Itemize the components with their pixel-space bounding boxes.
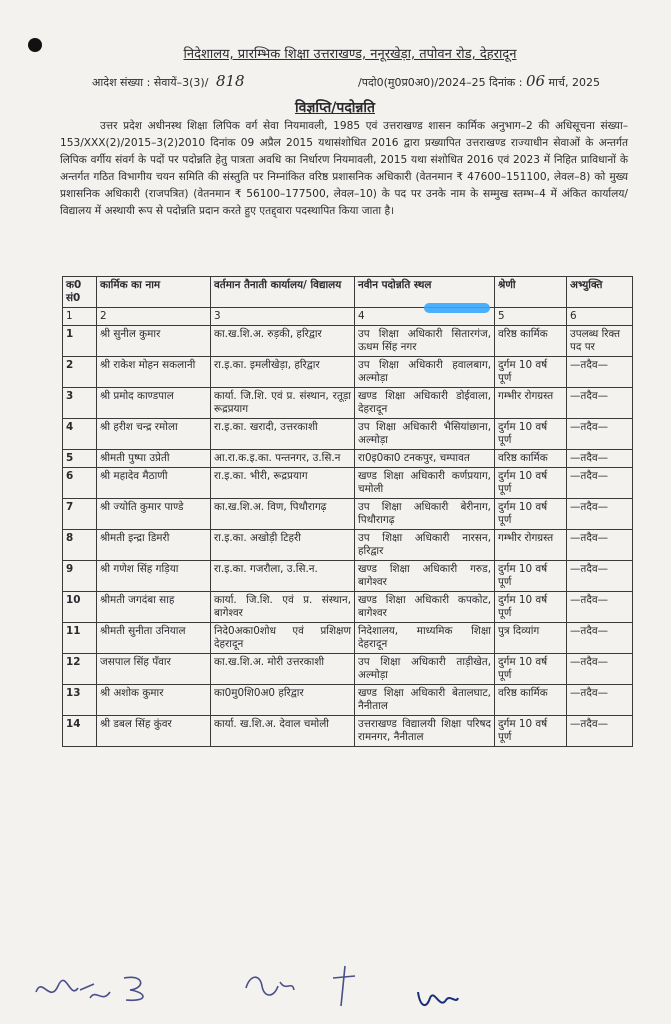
cell-sn: 2 xyxy=(63,357,97,388)
cell-name: श्रीमती पुष्पा उप्रेती xyxy=(97,450,211,468)
cell-current-posting: रा.इ.का. भीरी, रूद्रप्रयाग xyxy=(211,468,355,499)
order-date-line xyxy=(358,72,600,90)
cell-current-posting: रा.इ.का. खरादी, उत्तरकाशी xyxy=(211,419,355,450)
cell-name: श्री महादेव मैठाणी xyxy=(97,468,211,499)
table-row xyxy=(63,388,633,419)
order-date-rest: मार्च, 2025 xyxy=(548,76,600,89)
cell-new-posting: खण्ड शिक्षा अधिकारी गरुड, बागेश्वर xyxy=(355,561,495,592)
cell-current-posting: रा.इ.का. इमलीखेड़ा, हरिद्वार xyxy=(211,357,355,388)
cell-sn: 1 xyxy=(63,326,97,357)
cell-sn: 11 xyxy=(63,623,97,654)
cell-category: दुर्गम 10 वर्ष पूर्ण xyxy=(495,716,567,747)
cell-remark: —तदैव— xyxy=(567,716,633,747)
cell-category: दुर्गम 10 वर्ष पूर्ण xyxy=(495,592,567,623)
cell-name: श्री ज्योति कुमार पाण्डे xyxy=(97,499,211,530)
table-row xyxy=(63,468,633,499)
cell-remark: उपलब्ध रिक्त पद पर xyxy=(567,326,633,357)
cell-category: दुर्गम 10 वर्ष पूर्ण xyxy=(495,499,567,530)
table-row xyxy=(63,357,633,388)
cell-current-posting: का.ख.शि.अ. रुड़की, हरिद्वार xyxy=(211,326,355,357)
col-number: 1 xyxy=(63,308,97,326)
office-heading: निदेशालय, प्रारम्भिक शिक्षा उत्तराखण्ड, ननूरखेड़ा, तपोवन रोड, देहरादून xyxy=(183,47,517,62)
cell-new-posting: रा0इ0का0 टनकपुर, चम्पावत xyxy=(355,450,495,468)
table-row xyxy=(63,716,633,747)
cell-sn: 3 xyxy=(63,388,97,419)
col-number: 3 xyxy=(211,308,355,326)
cell-name: श्रीमती इन्द्रा डिमरी xyxy=(97,530,211,561)
cell-current-posting: रा.इ.का. गजरौला, उ.सि.न. xyxy=(211,561,355,592)
cell-sn: 10 xyxy=(63,592,97,623)
cell-name: श्रीमती सुनीता उनियाल xyxy=(97,623,211,654)
cell-current-posting: कार्या. जि.शि. एवं प्र. संस्थान, रतूड़ा रूद्रप्रयाग xyxy=(211,388,355,419)
cell-remark: —तदैव— xyxy=(567,499,633,530)
cell-new-posting: खण्ड शिक्षा अधिकारी कपकोट, बागेश्वर xyxy=(355,592,495,623)
signature-mark xyxy=(240,968,300,1008)
cell-current-posting: आ.रा.क.इ.का. पन्तनगर, उ.सि.न xyxy=(211,450,355,468)
cell-remark: —तदैव— xyxy=(567,530,633,561)
cell-name: श्री डबल सिंह कुंवर xyxy=(97,716,211,747)
cell-category: वरिष्ठ कार्मिक xyxy=(495,450,567,468)
cell-sn: 4 xyxy=(63,419,97,450)
cell-name: श्री गणेश सिंह गड़िया xyxy=(97,561,211,592)
cell-sn: 6 xyxy=(63,468,97,499)
header-sn: क0 सं0 xyxy=(63,277,97,308)
cell-new-posting: उप शिक्षा अधिकारी सितारगंज, ऊधम सिंह नगर xyxy=(355,326,495,357)
col-number: 6 xyxy=(567,308,633,326)
promotion-table xyxy=(62,276,633,747)
cell-new-posting: खण्ड शिक्षा अधिकारी कर्णप्रयाग, चमोली xyxy=(355,468,495,499)
cell-sn: 13 xyxy=(63,685,97,716)
cell-category: दुर्गम 10 वर्ष पूर्ण xyxy=(495,468,567,499)
order-number-line xyxy=(92,72,249,90)
cell-name: श्री अशोक कुमार xyxy=(97,685,211,716)
cell-current-posting: रा.इ.का. अखोड़ी टिहरी xyxy=(211,530,355,561)
cell-sn: 5 xyxy=(63,450,97,468)
table-row xyxy=(63,326,633,357)
order-body-paragraph: उत्तर प्रदेश अधीनस्थ शिक्षा लिपिक वर्ग सेवा नियमावली, 1985 एवं उत्तराखण्ड शासन कार्मिक अनुभाग–2 की अधिसूचना संख्या–153/XXX(2)/2015–3(2)2010 दिनांक 09 अप्रैल 2015 यथासंशोधित 2016 द्वारा प्रख्यापित उत्तराखण्ड राज्याधीन सेवाओं के अन्तर्गत लिपिक वर्गीय संवर्ग के पदों पर पदोन्नति हेतु पात्रता अवधि का निर्धारण नियमावली, 2015 यथा संशोधित 2016 एवं 2023 में निहित प्राविधानों के अन्तर्गत गठित विभागीय चयन समिति की संस्तुति पर निम्नांकित वरिष्ठ प्रशासनिक अधिकारी (वेतनमान ₹ 47600–151100, लेवल–8) को मुख्य प्रशासनिक अधिकारी (राजपत्रित) (वेतनमान ₹ 56100–177500, लेवल–10) के पद पर उनके नाम के सम्मुख स्तम्भ–4 में अंकित कार्यालय/विद्यालय में अस्थायी रूप से पदोन्नति प्रदान करते हुए एतद्द्वारा पदस्थापित किया जाता है। xyxy=(60,120,628,217)
cell-sn: 8 xyxy=(63,530,97,561)
cell-new-posting: उप शिक्षा अधिकारी भैसियांछाना, अल्मोड़ा xyxy=(355,419,495,450)
cell-name: श्रीमती जगदंबा साह xyxy=(97,592,211,623)
cell-new-posting: उप शिक्षा अधिकारी हवालबाग, अल्मोड़ा xyxy=(355,357,495,388)
cell-sn: 9 xyxy=(63,561,97,592)
col-number: 5 xyxy=(495,308,567,326)
cell-category: गम्भीर रोगग्रस्त xyxy=(495,530,567,561)
order-day: 06 xyxy=(525,72,546,90)
cell-category: गम्भीर रोगग्रस्त xyxy=(495,388,567,419)
cell-current-posting: का.ख.शि.अ. मोरी उत्तरकाशी xyxy=(211,654,355,685)
cell-name: जसपाल सिंह पँवार xyxy=(97,654,211,685)
order-suffix: /पदो0(मु0प्र0अ0)/2024–25 दिनांक : xyxy=(358,76,523,89)
cell-category: पुत्र दिव्यांग xyxy=(495,623,567,654)
cell-category: वरिष्ठ कार्मिक xyxy=(495,685,567,716)
table-row xyxy=(63,623,633,654)
cell-remark: —तदैव— xyxy=(567,388,633,419)
col-number: 4 xyxy=(355,308,495,326)
table-row xyxy=(63,419,633,450)
highlighter-mark xyxy=(424,303,490,313)
cell-remark: —तदैव— xyxy=(567,561,633,592)
signature-mark xyxy=(412,980,462,1016)
cell-name: श्री सुनील कुमार xyxy=(97,326,211,357)
col-number: 2 xyxy=(97,308,211,326)
cell-name: श्री हरीश चन्द्र रमोला xyxy=(97,419,211,450)
cell-remark: —तदैव— xyxy=(567,357,633,388)
table-row xyxy=(63,592,633,623)
header-current-posting: वर्तमान तैनाती कार्यालय/ विद्यालय xyxy=(211,277,355,308)
header-remark: अभ्युक्ति xyxy=(567,277,633,308)
table-row xyxy=(63,499,633,530)
table-row xyxy=(63,685,633,716)
cell-remark: —तदैव— xyxy=(567,450,633,468)
cell-sn: 14 xyxy=(63,716,97,747)
cell-remark: —तदैव— xyxy=(567,468,633,499)
cell-remark: —तदैव— xyxy=(567,654,633,685)
cell-new-posting: उत्तराखण्ड विद्यालयी शिक्षा परिषद रामनगर, नैनीताल xyxy=(355,716,495,747)
cell-category: दुर्गम 10 वर्ष पूर्ण xyxy=(495,654,567,685)
signature-mark xyxy=(116,968,166,1008)
signature-mark xyxy=(325,962,365,1012)
cell-current-posting: का.ख.शि.अ. विण, पिथौरागढ़ xyxy=(211,499,355,530)
table-row xyxy=(63,654,633,685)
cell-new-posting: उप शिक्षा अधिकारी नारसन, हरिद्वार xyxy=(355,530,495,561)
cell-current-posting: कार्या. जि.शि. एवं प्र. संस्थान, बागेश्वर xyxy=(211,592,355,623)
order-prefix: आदेश संख्या : सेवायें–3(3)/ xyxy=(92,76,209,89)
cell-category: दुर्गम 10 वर्ष पूर्ण xyxy=(495,561,567,592)
cell-name: श्री राकेश मोहन सकलानी xyxy=(97,357,211,388)
table-row xyxy=(63,450,633,468)
cell-category: दुर्गम 10 वर्ष पूर्ण xyxy=(495,357,567,388)
cell-sn: 12 xyxy=(63,654,97,685)
signature-mark xyxy=(30,970,120,1010)
cell-name: श्री प्रमोद काण्डपाल xyxy=(97,388,211,419)
cell-remark: —तदैव— xyxy=(567,419,633,450)
cell-category: वरिष्ठ कार्मिक xyxy=(495,326,567,357)
cell-current-posting: निदे0अका0शोध एवं प्रशिक्षण देहरादून xyxy=(211,623,355,654)
table-header-row xyxy=(63,277,633,308)
cell-new-posting: उप शिक्षा अधिकारी ताड़ीखेत, अल्मोड़ा xyxy=(355,654,495,685)
header-category: श्रेणी xyxy=(495,277,567,308)
cell-new-posting: निदेशालय, माध्यमिक शिक्षा देहरादून xyxy=(355,623,495,654)
cell-new-posting: खण्ड शिक्षा अधिकारी डोईवाला, देहरादून xyxy=(355,388,495,419)
cell-new-posting: खण्ड शिक्षा अधिकारी बेतालघाट, नैनीताल xyxy=(355,685,495,716)
cell-category: दुर्गम 10 वर्ष पूर्ण xyxy=(495,419,567,450)
notice-title: विज्ञप्ति/पदोन्नति xyxy=(294,100,375,116)
cell-remark: —तदैव— xyxy=(567,685,633,716)
header-name: कार्मिक का नाम xyxy=(97,277,211,308)
cell-remark: —तदैव— xyxy=(567,592,633,623)
table-row xyxy=(63,561,633,592)
order-number: 818 xyxy=(215,72,245,90)
cell-remark: —तदैव— xyxy=(567,623,633,654)
cell-current-posting: कार्या. ख.शि.अ. देवाल चमोली xyxy=(211,716,355,747)
cell-new-posting: उप शिक्षा अधिकारी बेरीनाग, पिथौरागढ़ xyxy=(355,499,495,530)
table-row xyxy=(63,530,633,561)
column-number-row xyxy=(63,308,633,326)
header-new-posting: नवीन पदोन्नति स्थल xyxy=(355,277,495,308)
cell-sn: 7 xyxy=(63,499,97,530)
cell-current-posting: का0मु0शि0अ0 हरिद्वार xyxy=(211,685,355,716)
